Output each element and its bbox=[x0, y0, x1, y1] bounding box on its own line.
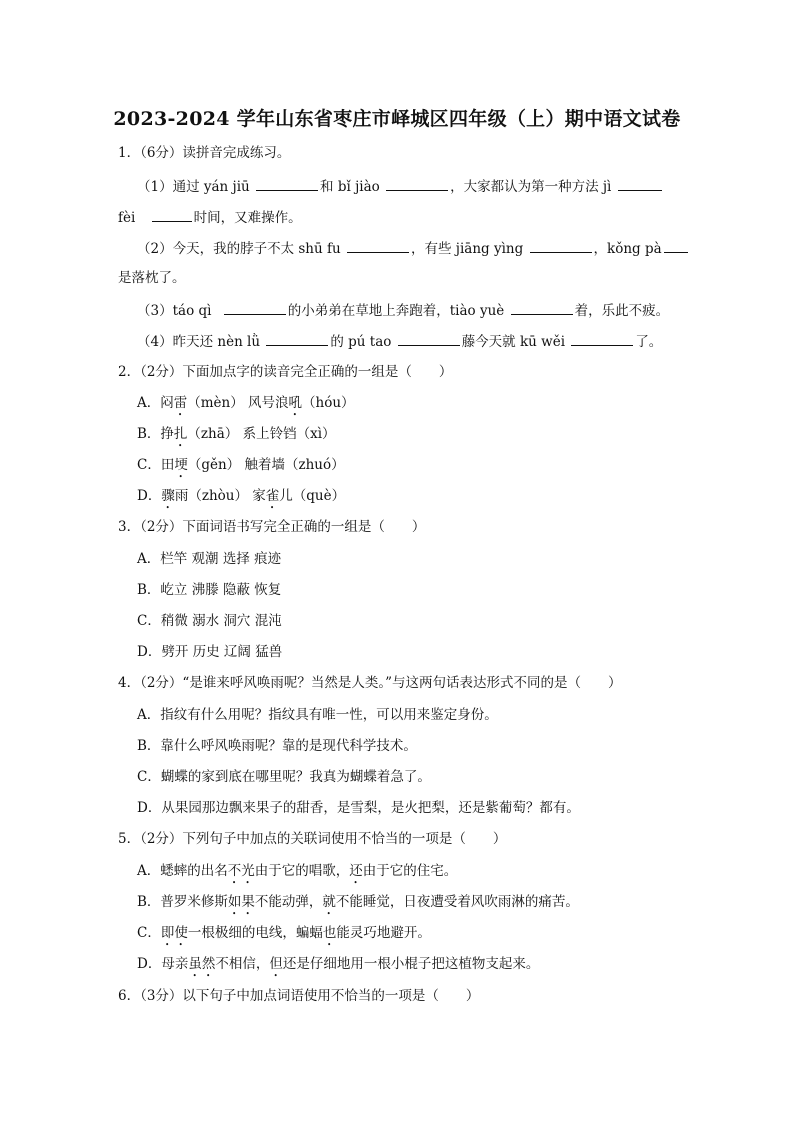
q1-text: 了。 bbox=[635, 334, 663, 350]
dotted-char: 雀 bbox=[265, 488, 280, 504]
question-3-option-d: D．劈开 历史 辽阔 猛兽 bbox=[137, 644, 283, 660]
option-text: 上铃铛（xì） bbox=[256, 426, 336, 442]
question-1-line-3 bbox=[137, 300, 669, 321]
question-2-option-b bbox=[137, 424, 336, 450]
option-text: 儿（què） bbox=[279, 488, 346, 504]
dotted-char: 埂 bbox=[174, 457, 188, 473]
q1-text: （3）táo qì bbox=[137, 303, 212, 319]
option-text: （gěn） 触 bbox=[187, 457, 258, 473]
q1-text: 着，乐此不疲。 bbox=[574, 303, 670, 319]
question-2-option-a bbox=[137, 393, 355, 419]
dotted-word: 还 bbox=[349, 863, 363, 879]
question-3-option-c: C．稍微 溺水 洞穴 混沌 bbox=[137, 613, 282, 629]
option-text: A．闷 bbox=[137, 395, 174, 411]
answer-blank bbox=[618, 176, 662, 191]
option-text: 还是仔细地用一根小棍子把这植物支起来。 bbox=[282, 956, 540, 972]
option-text: 不能动弹， bbox=[254, 894, 323, 910]
q1-text: （2）今天，我的脖子不太 shū fu bbox=[137, 241, 341, 257]
option-text: （zhā） 系 bbox=[187, 426, 257, 442]
question-4-stem: 4．（2分）“是谁来呼风唤雨呢？当然是人类。”与这两句话表达形式不同的是（ ） bbox=[118, 675, 622, 691]
dotted-word: 如果 bbox=[227, 894, 255, 910]
q1-text: ，大家都认为第一种方法 jì bbox=[450, 179, 612, 195]
dotted-word: 就 bbox=[322, 894, 336, 910]
question-4-option-b: B．靠什么呼风唤雨呢？靠的是现代科学技术。 bbox=[137, 738, 417, 754]
question-6-stem: 6．（3分）以下句子中加点词语使用不恰当的一项是（ ） bbox=[118, 988, 480, 1004]
dotted-char: 吼 bbox=[288, 395, 303, 411]
answer-blank bbox=[398, 331, 460, 346]
question-5-option-d bbox=[137, 954, 539, 980]
dotted-word: 即使 bbox=[160, 925, 188, 941]
q1-text: ，有些 jiāng yìng bbox=[410, 241, 524, 257]
option-text: （hóu） bbox=[302, 395, 355, 411]
question-3-option-a: A．栏竿 观潮 选择 痕迹 bbox=[137, 551, 282, 567]
answer-blank bbox=[152, 207, 192, 222]
q1-text: 藤今天就 kū wěi bbox=[461, 334, 566, 350]
answer-blank bbox=[530, 238, 592, 253]
question-1-line-2-cont: 是落枕了。 bbox=[118, 270, 186, 286]
q1-text: 的小弟弟在草地上奔跑着，tiào yuè bbox=[287, 303, 505, 319]
q1-text: ，kǒng pà bbox=[593, 241, 662, 257]
option-text: 由于它的住宅。 bbox=[362, 863, 458, 879]
option-text: D．母亲 bbox=[137, 956, 189, 972]
answer-blank bbox=[224, 300, 286, 315]
question-5-option-a bbox=[137, 861, 457, 887]
question-2-option-d bbox=[137, 486, 345, 512]
question-2-stem: 2．（2分）下面加点字的读音完全正确的一组是（ ） bbox=[118, 364, 453, 380]
option-text: D． bbox=[137, 488, 162, 504]
dotted-word: 不光 bbox=[227, 863, 255, 879]
answer-blank bbox=[256, 176, 318, 191]
option-text: C． bbox=[137, 925, 161, 941]
option-text: 由于它的唱歌， bbox=[254, 863, 350, 879]
option-text: A．蟋蟀的出名 bbox=[137, 863, 228, 879]
question-1-line-1 bbox=[137, 176, 664, 197]
option-text: C．田 bbox=[137, 457, 175, 473]
option-text: 一根极细的电线，蝙蝠 bbox=[187, 925, 323, 941]
answer-blank bbox=[571, 331, 633, 346]
q1-text: 时间，又难操作。 bbox=[193, 210, 302, 226]
option-text: 不相信， bbox=[215, 956, 270, 972]
question-5-option-b bbox=[137, 892, 579, 918]
answer-blank bbox=[511, 300, 573, 315]
dotted-word: 虽然 bbox=[188, 956, 216, 972]
exam-title: 2023-2024 学年山东省枣庄市峄城区四年级（上）期中语文试卷 bbox=[113, 108, 681, 130]
answer-blank bbox=[664, 238, 688, 253]
question-5-option-c bbox=[137, 923, 431, 949]
answer-blank bbox=[386, 176, 448, 191]
answer-blank bbox=[347, 238, 409, 253]
question-2-option-c bbox=[137, 455, 345, 481]
option-text: B．挣 bbox=[137, 426, 174, 442]
question-5-stem: 5．（2分）下列句子中加点的关联词使用不恰当的一项是（ ） bbox=[118, 831, 507, 847]
question-3-stem: 3．（2分）下面词语书写完全正确的一组是（ ） bbox=[118, 519, 426, 535]
q1-text: 和 bǐ jiào bbox=[320, 179, 380, 195]
question-1-line-2 bbox=[137, 238, 690, 259]
option-text: 不能睡觉，日夜遭受着风吹雨淋的痛苦。 bbox=[335, 894, 579, 910]
option-text: （mèn） 风号浪 bbox=[187, 395, 289, 411]
question-3-option-b: B．屹立 沸滕 隐蔽 恢复 bbox=[137, 582, 282, 598]
q1-text: fèi bbox=[118, 210, 136, 226]
dotted-char: 扎 bbox=[173, 426, 188, 442]
option-text: 能灵巧地避开。 bbox=[336, 925, 431, 941]
option-text: 雨（zhòu） 家 bbox=[174, 488, 266, 504]
dotted-word: 但 bbox=[269, 956, 283, 972]
question-4-option-d: D．从果园那边飘来果子的甜香，是雪梨，是火把梨，还是紫葡萄？都有。 bbox=[137, 800, 580, 816]
q1-text: （4）昨天还 nèn lǜ bbox=[137, 334, 261, 350]
question-1-line-4 bbox=[137, 331, 662, 352]
dotted-char: 骤 bbox=[161, 488, 175, 504]
dotted-word: 也 bbox=[322, 925, 337, 941]
answer-blank bbox=[266, 331, 328, 346]
q1-text: 的 pú tao bbox=[330, 334, 392, 350]
dotted-char: 雷 bbox=[173, 395, 188, 411]
option-text: 着墙（zhuó） bbox=[257, 457, 345, 473]
question-1-stem: 1．（6分）读拼音完成练习。 bbox=[118, 145, 291, 161]
option-text: B．普罗米修斯 bbox=[137, 894, 228, 910]
question-4-option-a: A．指纹有什么用呢？指纹具有唯一性，可以用来鉴定身份。 bbox=[137, 707, 498, 723]
question-4-option-c: C．蝴蝶的家到底在哪里呢？我真为蝴蝶着急了。 bbox=[137, 769, 431, 785]
q1-text: （1）通过 yán jiū bbox=[137, 179, 250, 195]
question-1-line-1-cont bbox=[118, 207, 302, 228]
